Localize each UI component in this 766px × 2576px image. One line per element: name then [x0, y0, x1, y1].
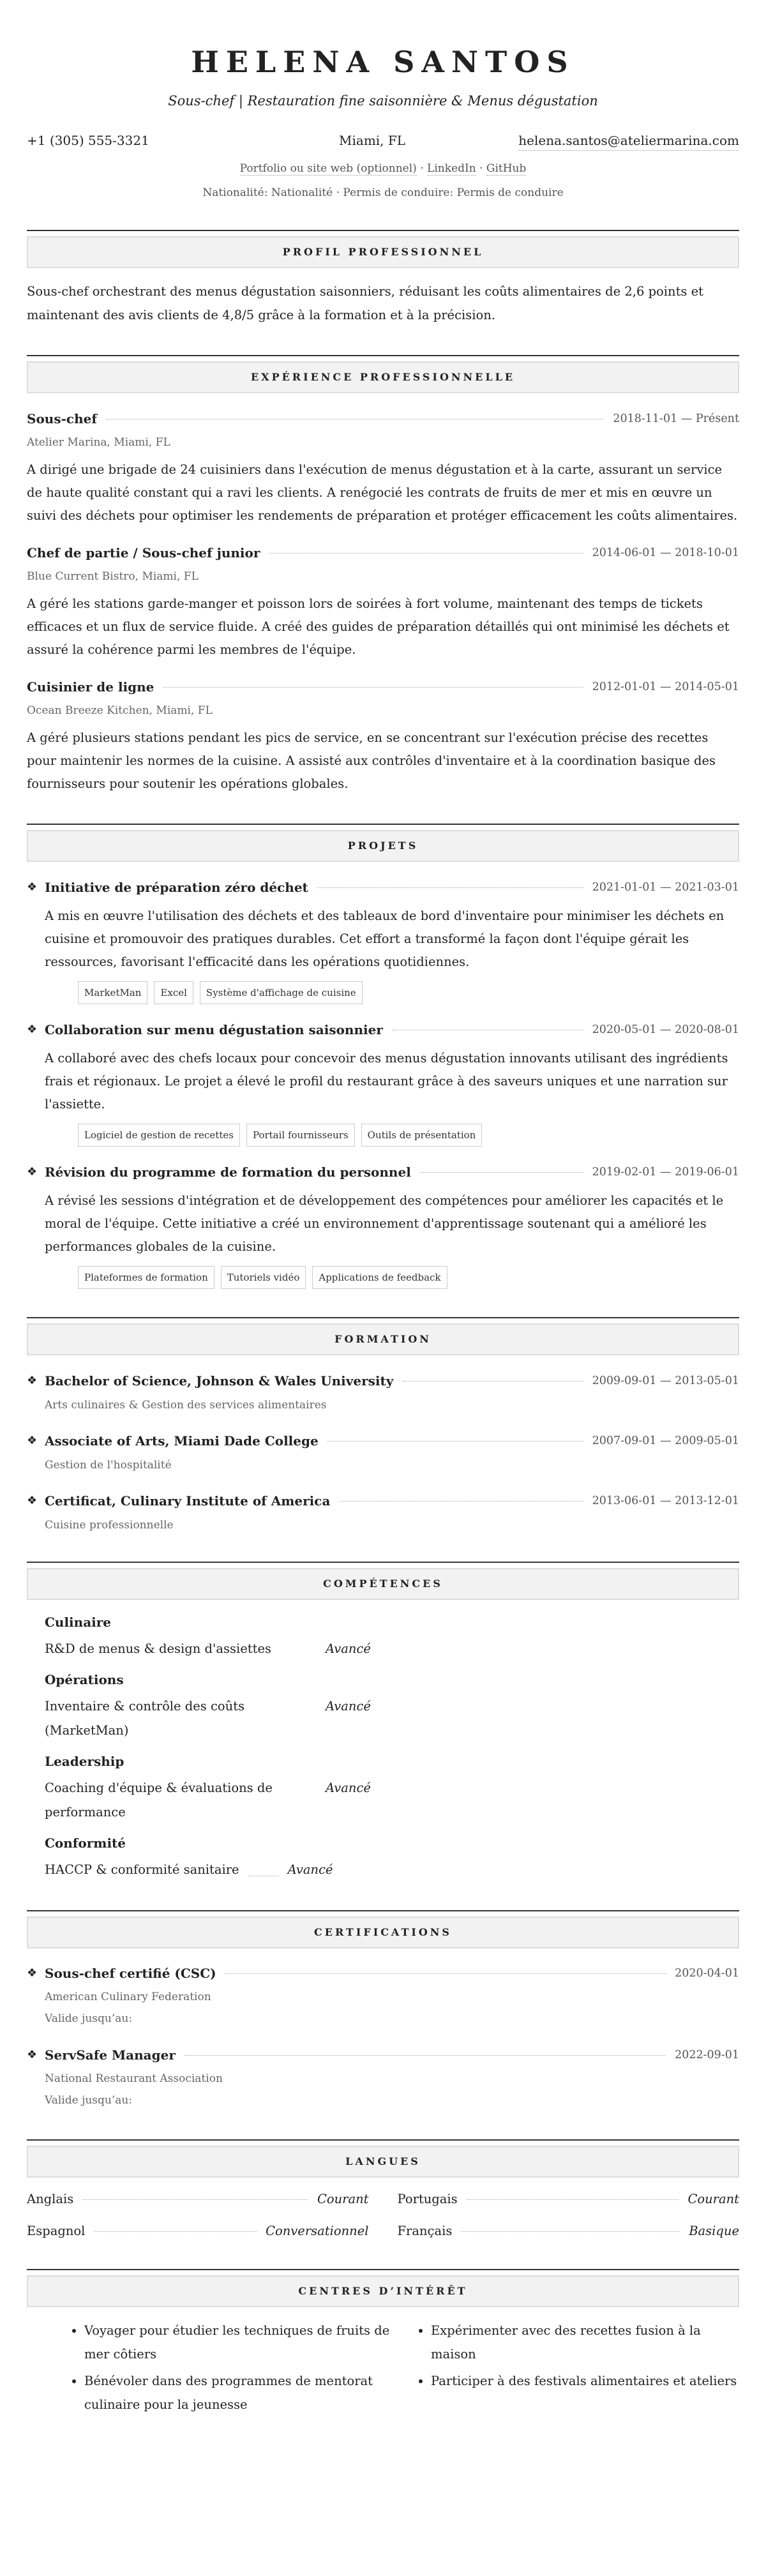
education-entry: [27, 1491, 739, 1533]
language-item: [27, 2190, 369, 2209]
dotted-leader: [184, 2055, 666, 2056]
dotted-leader: [402, 1381, 583, 1382]
diamond-bullet-icon: ❖: [27, 1434, 38, 1447]
diamond-bullet-icon: ❖: [27, 1023, 38, 1036]
skill-name: R&D de menus & design d'assiettes: [45, 1641, 271, 1656]
skill-name: HACCP & conformité sanitaire: [45, 1862, 239, 1877]
certification-entry: [27, 2045, 739, 2111]
skill-category: Leadership: [45, 1754, 124, 1769]
issuer: American Culinary Federation: [45, 1991, 211, 2003]
skill-name: Inventaire & contrôle des coûts (MarketMan): [45, 1699, 245, 1738]
language-item: [27, 2222, 369, 2241]
interests-column: [71, 2319, 393, 2420]
company: Atelier Marina, Miami, FL: [27, 436, 170, 449]
entry-header: [27, 543, 739, 562]
skill-item: [45, 1694, 739, 1743]
job-description: A géré les stations garde-manger et poisson lors de soirées à fort volume, maintenant des temps de tickets efficaces et un flux de service fluide. A créé des guides de préparation détaillés qui ont minimisé les déchets et assuré la cohérence parmi les membres de l'équipe.: [27, 596, 730, 657]
section-heading: CERTIFICATIONS: [27, 1917, 739, 1948]
contact-row: [27, 131, 739, 151]
experience-entry: [27, 409, 739, 527]
entry-title: Cuisinier de ligne: [27, 679, 154, 695]
diamond-bullet-icon: ❖: [27, 2048, 38, 2061]
entry-title: Chef de partie / Sous-chef junior: [27, 545, 260, 561]
resume-header: [27, 43, 739, 202]
tech-tag: Plateformes de formation: [78, 1266, 214, 1289]
entry-header: [27, 677, 739, 697]
dotted-leader: [467, 2199, 679, 2200]
entry-header: [27, 1020, 739, 1039]
interest-item: • Expérimenter avec des recettes fusion à la maison: [431, 2319, 739, 2366]
tech-tag: Tutoriels vidéo: [221, 1266, 306, 1289]
interests-section: [27, 2269, 739, 2420]
valid-until: Valide jusqu’au:: [45, 2094, 133, 2107]
tag-list: [78, 981, 739, 1004]
resume-page: [0, 43, 766, 2420]
entry-header: [27, 409, 739, 428]
language-name: Anglais: [27, 2192, 74, 2206]
education-entry: [27, 1431, 739, 1473]
diamond-bullet-icon: ❖: [27, 1374, 38, 1387]
project-entry: [27, 1020, 739, 1147]
section-heading: EXPÉRIENCE PROFESSIONNELLE: [27, 361, 739, 393]
company: Blue Current Bistro, Miami, FL: [27, 570, 199, 583]
entry-title: Révision du programme de formation du personnel: [45, 1164, 411, 1180]
entry-dates: 2022-09-01: [675, 2049, 739, 2061]
entry-title: Sous-chef: [27, 411, 97, 426]
entry-title: Initiative de préparation zéro déchet: [45, 880, 308, 895]
skill-level: Avancé: [287, 1862, 333, 1877]
entry-dates: 2021-01-01 — 2021-03-01: [592, 881, 739, 894]
tag-list: [78, 1124, 739, 1147]
github-link[interactable]: GitHub: [486, 162, 527, 175]
tech-tag: MarketMan: [78, 981, 147, 1004]
field-of-study: Gestion de l'hospitalité: [45, 1459, 172, 1472]
dotted-leader: [225, 1973, 666, 1974]
tech-tag: Excel: [154, 981, 193, 1004]
interest-item: • Participer à des festivals alimentaires et ateliers: [431, 2369, 739, 2393]
skill-category: Culinaire: [45, 1615, 112, 1630]
entry-header: [27, 1491, 739, 1510]
personal-meta: Nationalité: Nationalité · Permis de conduire: Permis de conduire: [202, 186, 564, 199]
email-link[interactable]: helena.santos@ateliermarina.com: [518, 131, 739, 151]
entry-dates: 2013-06-01 — 2013-12-01: [592, 1495, 739, 1507]
entry-title: Collaboration sur menu dégustation saisonnier: [45, 1022, 383, 1037]
company: Ocean Breeze Kitchen, Miami, FL: [27, 704, 213, 717]
job-description: A dirigé une brigade de 24 cuisiniers dans l'exécution de menus dégustation et à la carte, assurant un service de haute qualité constant qui a ravi les clients. A renégocié les contrats de fruits de mer et mis en œuvre un suivi des déchets pour optimiser les rendements de préparation et protéger efficacement les coûts alimentaires.: [27, 462, 738, 523]
language-name: Espagnol: [27, 2224, 86, 2238]
dotted-leader: [163, 687, 583, 688]
entry-title: ServSafe Manager: [45, 2047, 176, 2063]
language-level: Courant: [317, 2192, 369, 2206]
interest-item: • Bénévoler dans des programmes de mentorat culinaire pour la jeunesse: [84, 2369, 393, 2416]
education-entry: [27, 1371, 739, 1413]
valid-until: Valide jusqu’au:: [45, 2012, 133, 2025]
language-level: Basique: [689, 2224, 739, 2238]
field-of-study: Arts culinaires & Gestion des services alimentaires: [45, 1399, 327, 1412]
skill-item: [45, 1637, 739, 1661]
entry-title: Associate of Arts, Miami Dade College: [45, 1433, 319, 1449]
project-description: A mis en œuvre l'utilisation des déchets et des tableaux de bord d'inventaire pour minimiser les déchets en cuisine et promouvoir des pratiques durables. Cet effort a transformé la façon dont l'équipe gérait les ressources, favorisant l'efficacité dans les opérations quotidiennes.: [45, 908, 725, 969]
candidate-name: HELENA SANTOS: [191, 45, 575, 79]
phone: +1 (305) 555-3321: [27, 133, 149, 148]
location: Miami, FL: [339, 133, 406, 148]
section-heading: COMPÉTENCES: [27, 1568, 739, 1600]
diamond-bullet-icon: ❖: [27, 1494, 38, 1507]
education-section: [27, 1317, 739, 1533]
skill-category: Opérations: [45, 1672, 124, 1687]
linkedin-link[interactable]: LinkedIn: [427, 162, 476, 175]
entry-header: [27, 1431, 739, 1450]
skills-section: [27, 1562, 739, 1882]
tech-tag: Système d'affichage de cuisine: [200, 981, 363, 1004]
links-row: [27, 160, 739, 177]
language-item: [398, 2190, 740, 2209]
experience-entry: [27, 677, 739, 795]
field-of-study: Cuisine professionnelle: [45, 1519, 174, 1532]
project-description: A révisé les sessions d'intégration et de développement des compétences pour améliorer les capacités et le moral de l'équipe. Cette initiative a créé un environnement d'apprentissage soutenant qui a amélioré les performances globales de la cuisine.: [45, 1193, 724, 1254]
skill-name: Coaching d'équipe & évaluations de performance: [45, 1781, 273, 1819]
experience-entry: [27, 543, 739, 661]
dotted-leader: [339, 1501, 583, 1502]
entry-dates: 2018-11-01 — Présent: [613, 412, 739, 425]
dotted-leader: [461, 2231, 680, 2232]
section-heading: PROFIL PROFESSIONNEL: [27, 236, 739, 268]
portfolio-link[interactable]: Portfolio ou site web (optionnel): [239, 162, 417, 175]
skill-level: Avancé: [326, 1699, 371, 1714]
language-name: Français: [397, 2224, 453, 2238]
section-heading: PROJETS: [27, 830, 739, 862]
dotted-leader: [420, 1172, 583, 1173]
skill-item: [45, 1858, 739, 1882]
entry-header: [27, 878, 739, 897]
skill-category: Conformité: [45, 1835, 126, 1851]
entry-dates: 2014-06-01 — 2018-10-01: [592, 546, 739, 559]
dotted-leader: [327, 1441, 583, 1442]
separator: ·: [476, 162, 486, 175]
headline: Sous-chef | Restauration fine saisonnière & Menus dégustation: [168, 93, 598, 109]
entry-dates: 2009-09-01 — 2013-05-01: [592, 1375, 739, 1387]
entry-dates: 2020-05-01 — 2020-08-01: [592, 1023, 739, 1036]
separator: ·: [416, 162, 428, 175]
language-name: Portugais: [397, 2192, 458, 2206]
entry-dates: 2007-09-01 — 2009-05-01: [592, 1435, 739, 1447]
project-entry: [27, 1163, 739, 1289]
project-entry: [27, 878, 739, 1004]
language-level: Conversationnel: [266, 2224, 369, 2238]
language-item: [398, 2222, 740, 2241]
interests-column: [418, 2319, 739, 2420]
language-level: Courant: [687, 2192, 739, 2206]
summary-text: Sous-chef orchestrant des menus dégustation saisonniers, réduisant les coûts alimentaires de 2,6 points et maintenant des avis clients de 4,8/5 grâce à la formation et à la précision.: [27, 284, 704, 322]
dotted-leader: [317, 887, 583, 888]
section-heading: CENTRES D’INTÉRÊT: [27, 2275, 739, 2307]
job-description: A géré plusieurs stations pendant les pics de service, en se concentrant sur l'exécution précise des recettes pour maintenir les normes de la cuisine. A assisté aux contrôles d'inventaire et à la coordination basique des fournisseurs pour soutenir les opérations globales.: [27, 730, 716, 791]
entry-header: [27, 2045, 739, 2065]
entry-header: [27, 1371, 739, 1390]
diamond-bullet-icon: ❖: [27, 1165, 38, 1179]
entry-dates: 2020-04-01: [675, 1967, 739, 1980]
diamond-bullet-icon: ❖: [27, 1966, 38, 1980]
projects-section: [27, 824, 739, 1289]
entry-dates: 2019-02-01 — 2019-06-01: [592, 1166, 739, 1179]
entry-dates: 2012-01-01 — 2014-05-01: [592, 681, 739, 693]
languages-section: [27, 2139, 739, 2241]
certifications-section: [27, 1910, 739, 2111]
entry-header: [27, 1163, 739, 1182]
skill-level: Avancé: [326, 1641, 371, 1656]
certification-entry: [27, 1964, 739, 2030]
summary-section: [27, 230, 739, 327]
entry-title: Sous-chef certifié (CSC): [45, 1966, 216, 1981]
issuer: National Restaurant Association: [45, 2072, 223, 2085]
dotted-leader: [82, 2199, 308, 2200]
entry-title: Bachelor of Science, Johnson & Wales University: [45, 1373, 394, 1389]
dotted-leader: [94, 2231, 257, 2232]
experience-section: [27, 355, 739, 795]
section-heading: FORMATION: [27, 1323, 739, 1355]
project-description: A collaboré avec des chefs locaux pour concevoir des menus dégustation innovants utilisant des ingrédients frais et régionaux. Le projet a élevé le profil du restaurant grâce à des saveurs uniques et une narration sur l'assiette.: [45, 1051, 728, 1111]
tag-list: [78, 1266, 739, 1289]
skill-item: [45, 1776, 739, 1825]
entry-header: [27, 1964, 739, 1983]
tech-tag: Logiciel de gestion de recettes: [78, 1124, 240, 1147]
tech-tag: Portail fournisseurs: [246, 1124, 355, 1147]
dotted-leader: [269, 553, 583, 554]
section-heading: LANGUES: [27, 2146, 739, 2178]
interest-item: • Voyager pour étudier les techniques de fruits de mer côtiers: [84, 2319, 393, 2366]
tech-tag: Applications de feedback: [312, 1266, 447, 1289]
entry-title: Certificat, Culinary Institute of America: [45, 1493, 331, 1509]
tech-tag: Outils de présentation: [361, 1124, 483, 1147]
skill-level: Avancé: [326, 1781, 371, 1795]
diamond-bullet-icon: ❖: [27, 880, 38, 894]
